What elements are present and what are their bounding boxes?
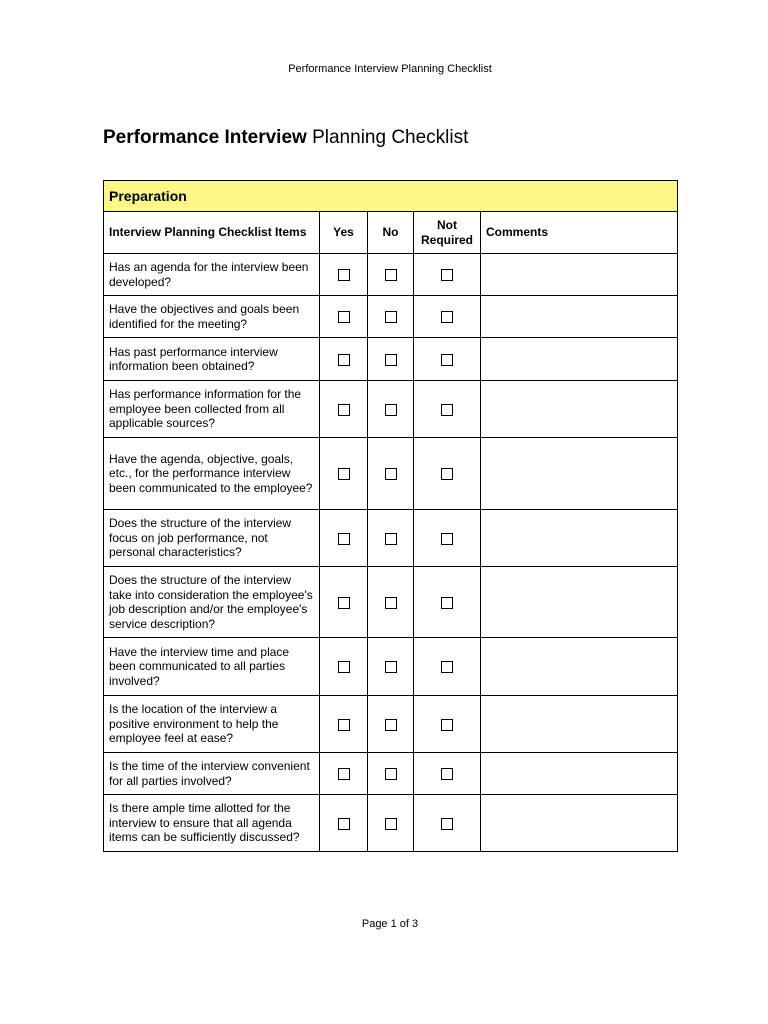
not-required-checkbox[interactable] — [441, 818, 453, 830]
checklist-question: Does the structure of the interview focus on job performance, not personal characteristics? — [104, 510, 320, 567]
cell-not-required — [414, 438, 481, 510]
not-required-checkbox[interactable] — [441, 404, 453, 416]
cell-yes — [320, 696, 368, 753]
not-required-checkbox[interactable] — [441, 354, 453, 366]
yes-checkbox[interactable] — [338, 818, 350, 830]
comments-cell[interactable] — [481, 567, 678, 638]
no-checkbox[interactable] — [385, 311, 397, 323]
checklist-row — [104, 567, 678, 638]
column-header-no: No — [368, 212, 414, 254]
checklist-question: Have the agenda, objective, goals, etc., for the performance interview been communicated to the employee? — [104, 438, 320, 510]
cell-not-required — [414, 510, 481, 567]
not-required-checkbox[interactable] — [441, 661, 453, 673]
section-title: Preparation — [104, 181, 678, 212]
checklist-row — [104, 753, 678, 795]
not-required-checkbox[interactable] — [441, 311, 453, 323]
comments-cell[interactable] — [481, 296, 678, 338]
comments-cell[interactable] — [481, 795, 678, 852]
yes-checkbox[interactable] — [338, 661, 350, 673]
column-header-yes: Yes — [320, 212, 368, 254]
cell-yes — [320, 510, 368, 567]
cell-no — [368, 254, 414, 296]
checklist-row — [104, 795, 678, 852]
cell-no — [368, 296, 414, 338]
cell-not-required — [414, 795, 481, 852]
yes-checkbox[interactable] — [338, 597, 350, 609]
comments-cell[interactable] — [481, 696, 678, 753]
no-checkbox[interactable] — [385, 719, 397, 731]
yes-checkbox[interactable] — [338, 533, 350, 545]
cell-not-required — [414, 753, 481, 795]
comments-cell[interactable] — [481, 438, 678, 510]
yes-checkbox[interactable] — [338, 468, 350, 480]
cell-not-required — [414, 338, 481, 381]
cell-yes — [320, 638, 368, 696]
checklist-row — [104, 510, 678, 567]
not-required-checkbox[interactable] — [441, 597, 453, 609]
running-header: Performance Interview Planning Checklist — [288, 63, 492, 75]
no-checkbox[interactable] — [385, 468, 397, 480]
no-checkbox[interactable] — [385, 597, 397, 609]
page-number: Page 1 of 3 — [361, 918, 419, 930]
yes-checkbox[interactable] — [338, 354, 350, 366]
cell-yes — [320, 338, 368, 381]
cell-yes — [320, 795, 368, 852]
column-header-row — [104, 212, 678, 254]
comments-cell[interactable] — [481, 338, 678, 381]
cell-not-required — [414, 381, 481, 438]
checklist-question: Does the structure of the interview take into consideration the employee's job description and/or the employee's service description? — [104, 567, 320, 638]
title-regular-part: Planning Checklist — [312, 127, 469, 148]
cell-no — [368, 696, 414, 753]
checklist-row — [104, 296, 678, 338]
section-header-row — [104, 181, 678, 212]
cell-no — [368, 567, 414, 638]
not-required-checkbox[interactable] — [441, 468, 453, 480]
yes-checkbox[interactable] — [338, 719, 350, 731]
cell-no — [368, 381, 414, 438]
yes-checkbox[interactable] — [338, 269, 350, 281]
column-header-comments: Comments — [481, 212, 678, 254]
checklist-row — [104, 338, 678, 381]
document-title — [103, 127, 468, 149]
comments-cell[interactable] — [481, 381, 678, 438]
no-checkbox[interactable] — [385, 661, 397, 673]
checklist-question: Has an agenda for the interview been developed? — [104, 254, 320, 296]
checklist-table — [103, 180, 678, 852]
checklist-question: Is there ample time allotted for the interview to ensure that all agenda items can be sufficiently discussed? — [104, 795, 320, 852]
cell-no — [368, 338, 414, 381]
checklist-question: Have the objectives and goals been identified for the meeting? — [104, 296, 320, 338]
cell-no — [368, 510, 414, 567]
cell-not-required — [414, 696, 481, 753]
yes-checkbox[interactable] — [338, 311, 350, 323]
cell-no — [368, 753, 414, 795]
checklist-question: Has performance information for the employee been collected from all applicable sources? — [104, 381, 320, 438]
no-checkbox[interactable] — [385, 354, 397, 366]
comments-cell[interactable] — [481, 510, 678, 567]
checklist-question: Has past performance interview information been obtained? — [104, 338, 320, 381]
cell-yes — [320, 753, 368, 795]
yes-checkbox[interactable] — [338, 404, 350, 416]
cell-yes — [320, 567, 368, 638]
cell-not-required — [414, 254, 481, 296]
cell-yes — [320, 438, 368, 510]
yes-checkbox[interactable] — [338, 768, 350, 780]
cell-no — [368, 795, 414, 852]
checklist-row — [104, 638, 678, 696]
no-checkbox[interactable] — [385, 768, 397, 780]
no-checkbox[interactable] — [385, 533, 397, 545]
checklist-question: Have the interview time and place been communicated to all parties involved? — [104, 638, 320, 696]
column-header-item: Interview Planning Checklist Items — [104, 212, 320, 254]
checklist-row — [104, 696, 678, 753]
not-required-checkbox[interactable] — [441, 269, 453, 281]
not-required-checkbox[interactable] — [441, 768, 453, 780]
comments-cell[interactable] — [481, 753, 678, 795]
checklist-row — [104, 438, 678, 510]
cell-no — [368, 638, 414, 696]
title-bold-part: Performance Interview — [103, 127, 307, 148]
cell-yes — [320, 254, 368, 296]
comments-cell[interactable] — [481, 638, 678, 696]
no-checkbox[interactable] — [385, 818, 397, 830]
no-checkbox[interactable] — [385, 269, 397, 281]
column-header-not-required: Not Required — [414, 212, 481, 254]
checklist-question: Is the time of the interview convenient for all parties involved? — [104, 753, 320, 795]
cell-yes — [320, 381, 368, 438]
checklist-row — [104, 381, 678, 438]
not-required-checkbox[interactable] — [441, 533, 453, 545]
no-checkbox[interactable] — [385, 404, 397, 416]
cell-not-required — [414, 296, 481, 338]
cell-not-required — [414, 638, 481, 696]
not-required-checkbox[interactable] — [441, 719, 453, 731]
checklist-question: Is the location of the interview a positive environment to help the employee feel at ease? — [104, 696, 320, 753]
cell-not-required — [414, 567, 481, 638]
comments-cell[interactable] — [481, 254, 678, 296]
cell-yes — [320, 296, 368, 338]
checklist-row — [104, 254, 678, 296]
cell-no — [368, 438, 414, 510]
